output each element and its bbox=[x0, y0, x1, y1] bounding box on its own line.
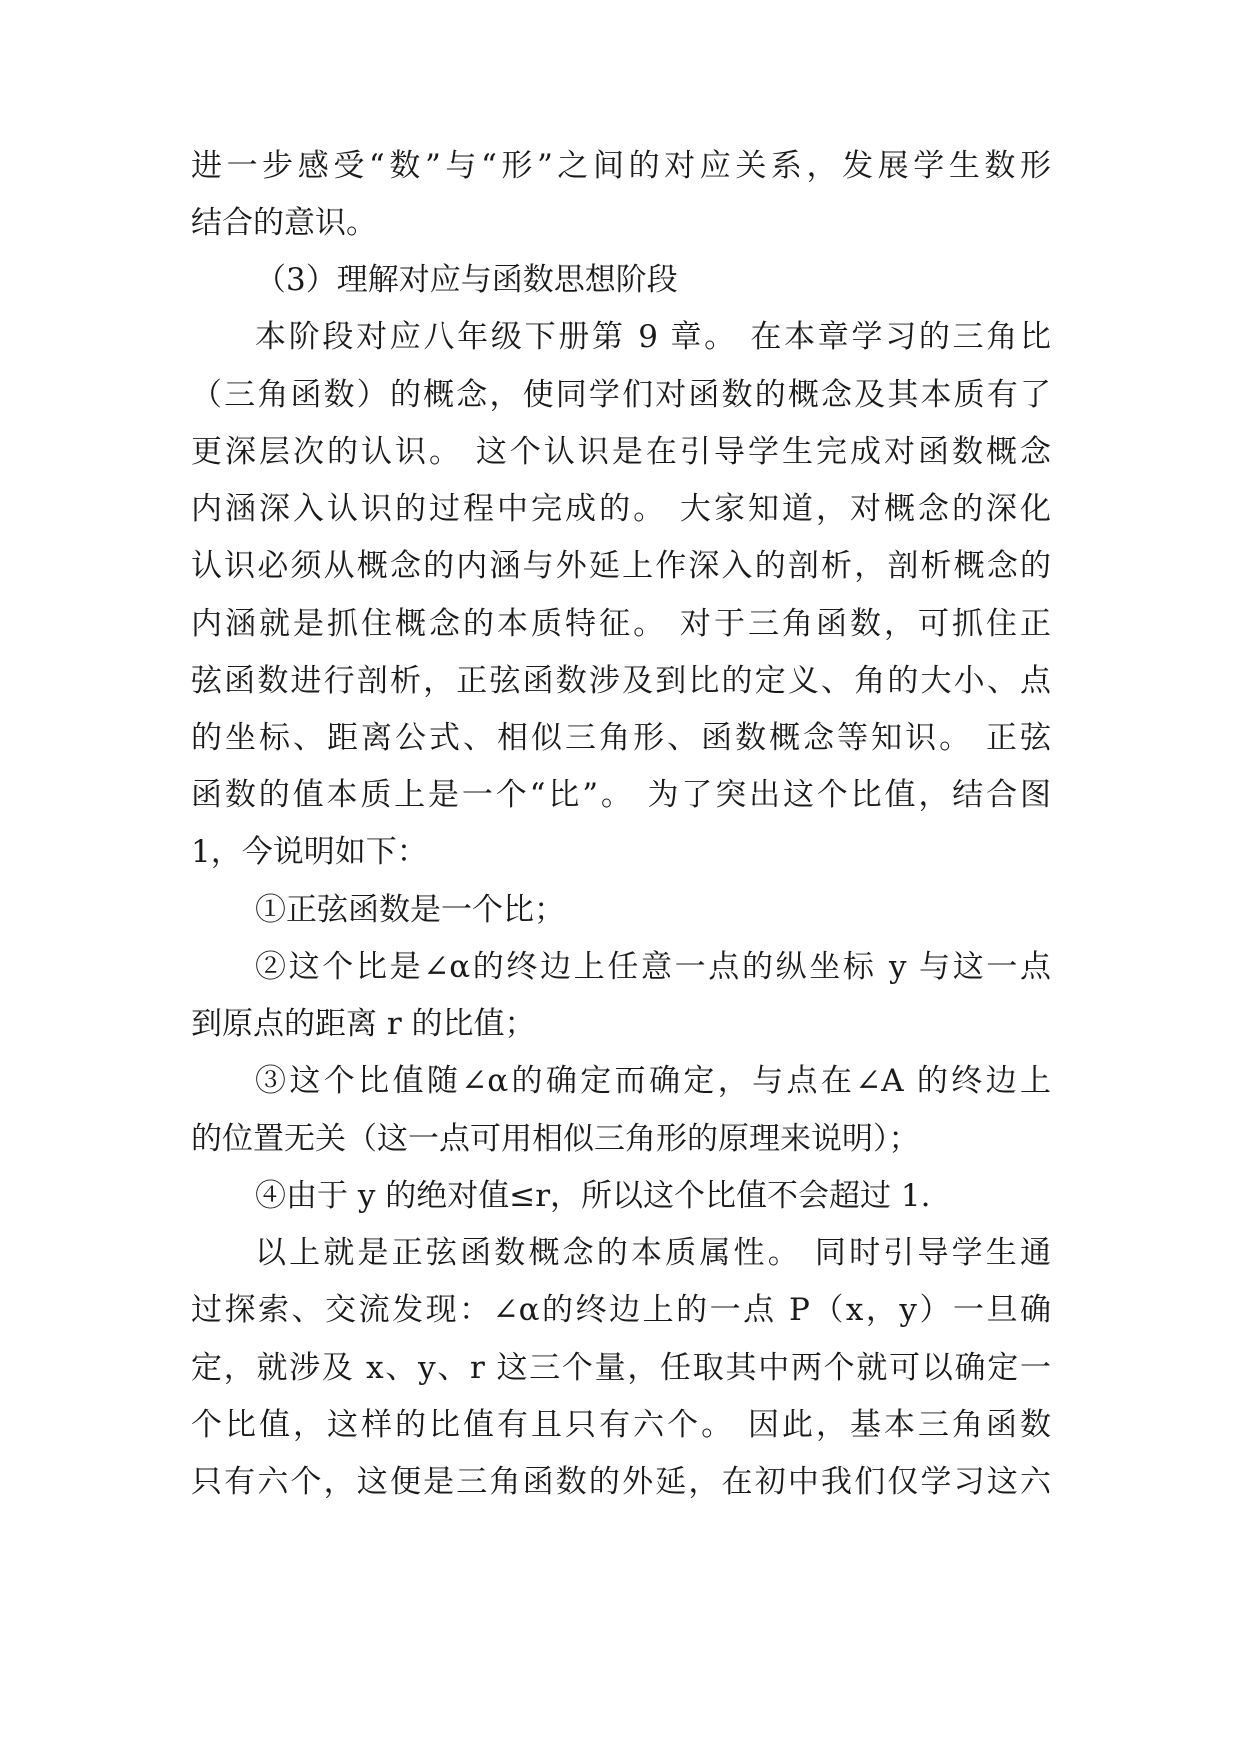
list-item: ④由于 y 的绝对值≤r，所以这个比值不会超过 1. bbox=[255, 1178, 931, 1214]
text-line: 的位置无关（这一点可用相似三角形的原理来说明）； bbox=[191, 1121, 920, 1157]
text-line: 的坐标、距离公式、相似三角形、函数概念等知识。 正弦 bbox=[191, 720, 1051, 756]
text-line: （三角函数）的概念，使同学们对函数的概念及其本质有了 bbox=[191, 377, 1051, 413]
list-item: ②这个比是∠α的终边上任意一点的纵坐标 y 与这一点 bbox=[255, 949, 1051, 985]
section-heading: （3）理解对应与函数思想阶段 bbox=[255, 262, 678, 298]
text-line: 过探索、交流发现：∠α的终边上的一点 P（x，y）一旦确 bbox=[191, 1292, 1051, 1328]
text-line: 函数的值本质上是一个“比”。 为了突出这个比值，结合图 bbox=[191, 777, 1051, 813]
text-line: 结合的意识。 bbox=[191, 205, 377, 241]
text-line: 弦函数进行剖析，正弦函数涉及到比的定义、角的大小、点 bbox=[191, 663, 1051, 699]
text-line: 内涵就是抓住概念的本质特征。 对于三角函数，可抓住正 bbox=[191, 606, 1051, 642]
text-line: 以上就是正弦函数概念的本质属性。 同时引导学生通 bbox=[255, 1235, 1051, 1271]
text-line: 内涵深入认识的过程中完成的。 大家知道，对概念的深化 bbox=[191, 491, 1051, 527]
text-line: 定，就涉及 x、y、r 这三个量，任取其中两个就可以确定一 bbox=[191, 1350, 1051, 1386]
text-line: 认识必须从概念的内涵与外延上作深入的剖析，剖析概念的 bbox=[191, 548, 1051, 584]
text-line: 进一步感受“数”与“形”之间的对应关系，发展学生数形 bbox=[191, 148, 1051, 184]
text-line: 只有六个，这便是三角函数的外延，在初中我们仅学习这六 bbox=[191, 1464, 1051, 1500]
text-line: 本阶段对应八年级下册第 9 章。 在本章学习的三角比 bbox=[255, 319, 1051, 355]
text-line: 1，今说明如下： bbox=[191, 834, 428, 870]
list-item: ①正弦函数是一个比； bbox=[255, 892, 565, 928]
list-item: ③这个比值随∠α的确定而确定，与点在∠A 的终边上 bbox=[255, 1063, 1051, 1099]
text-line: 更深层次的认识。 这个认识是在引导学生完成对函数概念 bbox=[191, 434, 1051, 470]
text-line: 到原点的距离 r 的比值； bbox=[191, 1006, 536, 1042]
text-line: 个比值，这样的比值有且只有六个。 因此，基本三角函数 bbox=[191, 1407, 1051, 1443]
